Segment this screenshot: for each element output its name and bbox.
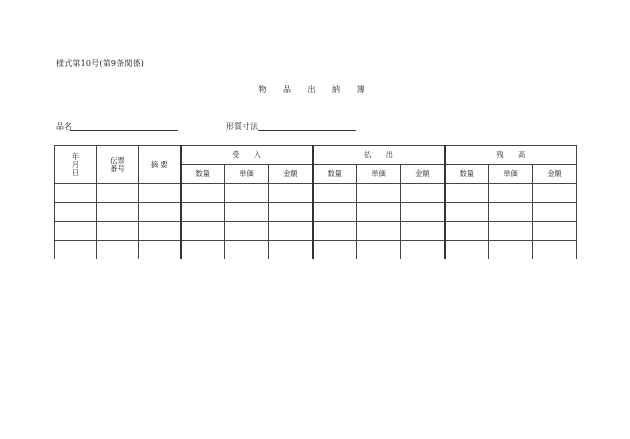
- table-cell[interactable]: [533, 184, 577, 203]
- table-cell[interactable]: [181, 222, 225, 241]
- table-cell[interactable]: [181, 241, 225, 260]
- header-receipts-quantity: 数量: [181, 165, 225, 184]
- table-cell[interactable]: [225, 184, 269, 203]
- table-cell[interactable]: [139, 184, 181, 203]
- header-date-year: 年: [71, 151, 80, 161]
- item-name-label: 品名: [56, 122, 72, 131]
- form-number: 様式第10号(第9条関係): [56, 59, 145, 68]
- dimensions-underline: [258, 130, 356, 131]
- header-disbursements-quantity: 数量: [313, 165, 357, 184]
- table-cell[interactable]: [139, 241, 181, 260]
- header-date-day: 日: [71, 167, 80, 177]
- table-cell[interactable]: [181, 203, 225, 222]
- table-cell[interactable]: [445, 184, 489, 203]
- table-row: [55, 241, 577, 260]
- table-cell[interactable]: [181, 184, 225, 203]
- header-date-month: 月: [71, 159, 80, 169]
- header-voucher: [97, 146, 139, 184]
- table-cell[interactable]: [489, 222, 533, 241]
- table-cell[interactable]: [97, 184, 139, 203]
- header-receipts: 受 入: [181, 146, 313, 165]
- table-cell[interactable]: [489, 203, 533, 222]
- table-cell[interactable]: [357, 184, 401, 203]
- table-cell[interactable]: [269, 222, 313, 241]
- table-cell[interactable]: [313, 184, 357, 203]
- item-name-underline: [70, 130, 178, 131]
- header-disbursements-amount: 金額: [401, 165, 445, 184]
- table-cell[interactable]: [97, 203, 139, 222]
- header-disbursements: 払 出: [313, 146, 445, 165]
- table-row: [55, 222, 577, 241]
- ledger-table: [54, 145, 577, 259]
- table-cell[interactable]: [313, 222, 357, 241]
- table-cell[interactable]: [313, 203, 357, 222]
- header-date: [55, 146, 97, 184]
- table-cell[interactable]: [225, 203, 269, 222]
- header-disbursements-unit-price: 単価: [357, 165, 401, 184]
- ledger-body: [55, 184, 577, 260]
- header-voucher-line2: 番号: [110, 163, 125, 173]
- table-cell[interactable]: [401, 184, 445, 203]
- item-name-field[interactable]: [56, 122, 178, 131]
- table-cell[interactable]: [97, 241, 139, 260]
- header-balance-amount: 金額: [533, 165, 577, 184]
- table-cell[interactable]: [489, 241, 533, 260]
- table-cell[interactable]: [445, 241, 489, 260]
- table-cell[interactable]: [55, 203, 97, 222]
- header-voucher-line1: 伝票: [110, 155, 125, 165]
- table-cell[interactable]: [357, 241, 401, 260]
- table-cell[interactable]: [401, 203, 445, 222]
- header-balance: 残 高: [445, 146, 577, 165]
- table-cell[interactable]: [225, 241, 269, 260]
- table-cell[interactable]: [269, 184, 313, 203]
- table-cell[interactable]: [139, 222, 181, 241]
- dimensions-field[interactable]: [226, 122, 356, 131]
- document-title: 物 品 出 納 簿: [258, 85, 372, 94]
- dimensions-label: 形質寸法: [226, 122, 258, 131]
- table-cell[interactable]: [445, 222, 489, 241]
- table-cell[interactable]: [313, 241, 357, 260]
- header-summary: 摘 要: [139, 146, 181, 184]
- header-receipts-amount: 金額: [269, 165, 313, 184]
- header-balance-unit-price: 単価: [489, 165, 533, 184]
- table-cell[interactable]: [55, 241, 97, 260]
- table-cell[interactable]: [357, 222, 401, 241]
- table-cell[interactable]: [357, 203, 401, 222]
- table-cell[interactable]: [489, 184, 533, 203]
- table-row: [55, 203, 577, 222]
- table-cell[interactable]: [55, 184, 97, 203]
- table-cell[interactable]: [445, 203, 489, 222]
- header-balance-quantity: 数量: [445, 165, 489, 184]
- table-cell[interactable]: [533, 241, 577, 260]
- header-receipts-unit-price: 単価: [225, 165, 269, 184]
- table-cell[interactable]: [139, 203, 181, 222]
- table-cell[interactable]: [533, 203, 577, 222]
- table-row: [55, 184, 577, 203]
- table-cell[interactable]: [55, 222, 97, 241]
- table-cell[interactable]: [97, 222, 139, 241]
- table-cell[interactable]: [401, 222, 445, 241]
- table-cell[interactable]: [269, 203, 313, 222]
- table-cell[interactable]: [533, 222, 577, 241]
- table-cell[interactable]: [401, 241, 445, 260]
- table-cell[interactable]: [269, 241, 313, 260]
- table-cell[interactable]: [225, 222, 269, 241]
